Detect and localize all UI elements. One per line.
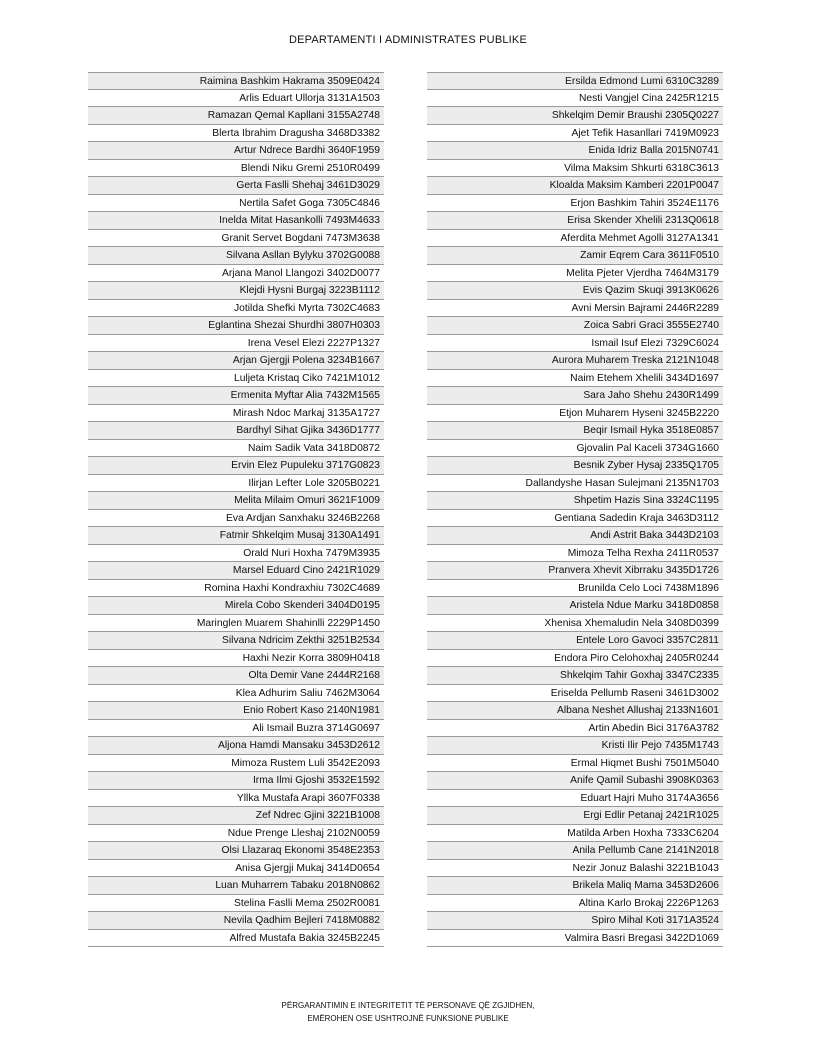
- list-item: Romina Haxhi Kondraxhiu 7302C4689: [88, 580, 384, 598]
- list-item: Aferdita Mehmet Agolli 3127A1341: [427, 230, 723, 248]
- list-item: Melita Milaim Omuri 3621F1009: [88, 492, 384, 510]
- list-item: Anisa Gjergji Mukaj 3414D0654: [88, 860, 384, 878]
- list-item: Brikela Maliq Mama 3453D2606: [427, 877, 723, 895]
- list-item: Aurora Muharem Treska 2121N1048: [427, 352, 723, 370]
- list-item: Arjana Manol Llangozi 3402D0077: [88, 265, 384, 283]
- list-item: Besnik Zyber Hysaj 2335Q1705: [427, 457, 723, 475]
- list-item: Ismail Isuf Elezi 7329C6024: [427, 335, 723, 353]
- list-item: Ndue Prenge Lleshaj 2102N0059: [88, 825, 384, 843]
- list-item: Ergi Edlir Petanaj 2421R1025: [427, 807, 723, 825]
- list-item: Stelina Faslli Mema 2502R0081: [88, 895, 384, 913]
- list-item: Eglantina Shezai Shurdhi 3807H0303: [88, 317, 384, 335]
- list-item: Zef Ndrec Gjini 3221B1008: [88, 807, 384, 825]
- list-item: Artin Abedin Bici 3176A3782: [427, 720, 723, 738]
- list-item: Olsi Llazaraq Ekonomi 3548E2353: [88, 842, 384, 860]
- list-item: Luljeta Kristaq Ciko 7421M1012: [88, 370, 384, 388]
- list-item: Haxhi Nezir Korra 3809H0418: [88, 650, 384, 668]
- list-item: Fatmir Shkelqim Musaj 3130A1491: [88, 527, 384, 545]
- list-item: Luan Muharrem Tabaku 2018N0862: [88, 877, 384, 895]
- page-title: DEPARTAMENTI I ADMINISTRATES PUBLIKE: [288, 34, 528, 46]
- list-item: Valmira Basri Bregasi 3422D1069: [427, 930, 723, 948]
- footer-line-1: PËRGARANTIMIN E INTEGRITETIT TË PERSONAVE QË ZGJIDHEN,: [281, 1001, 535, 1010]
- list-item: Ilirjan Lefter Lole 3205B0221: [88, 475, 384, 493]
- list-item: Klejdi Hysni Burgaj 3223B1112: [88, 282, 384, 300]
- list-item: Kloalda Maksim Kamberi 2201P0047: [427, 177, 723, 195]
- list-item: Artur Ndrece Bardhi 3640F1959: [88, 142, 384, 160]
- list-item: Shkelqim Demir Braushi 2305Q0227: [427, 107, 723, 125]
- list-item: Enio Robert Kaso 2140N1981: [88, 702, 384, 720]
- list-item: Dallandyshe Hasan Sulejmani 2135N1703: [427, 475, 723, 493]
- list-item: Marsel Eduard Cino 2421R1029: [88, 562, 384, 580]
- list-item: Erisa Skender Xhelili 2313Q0618: [427, 212, 723, 230]
- list-item: Eva Ardjan Sanxhaku 3246B2268: [88, 510, 384, 528]
- list-item: Nezir Jonuz Balashi 3221B1043: [427, 860, 723, 878]
- list-item: Enida Idriz Balla 2015N0741: [427, 142, 723, 160]
- list-item: Gjovalin Pal Kaceli 3734G1660: [427, 440, 723, 458]
- list-item: Naim Etehem Xhelili 3434D1697: [427, 370, 723, 388]
- list-item: Aljona Hamdi Mansaku 3453D2612: [88, 737, 384, 755]
- list-item: Ali Ismail Buzra 3714G0697: [88, 720, 384, 738]
- list-item: Arlis Eduart Ullorja 3131A1503: [88, 90, 384, 108]
- list-item: Irena Vesel Elezi 2227P1327: [88, 335, 384, 353]
- list-item: Eduart Hajri Muho 3174A3656: [427, 790, 723, 808]
- list-item: Bardhyl Sihat Gjika 3436D1777: [88, 422, 384, 440]
- footer-line-2: EMËROHEN OSE USHTROJNË FUNKSIONE PUBLIKE: [307, 1014, 509, 1023]
- list-item: Klea Adhurim Saliu 7462M3064: [88, 685, 384, 703]
- list-item: Silvana Ndricim Zekthi 3251B2534: [88, 632, 384, 650]
- list-item: Gentiana Sadedin Kraja 3463D3112: [427, 510, 723, 528]
- list-item: Eriselda Pellumb Raseni 3461D3002: [427, 685, 723, 703]
- list-item: Ajet Tefik Hasanllari 7419M0923: [427, 125, 723, 143]
- list-item: Spiro Mihal Koti 3171A3524: [427, 912, 723, 930]
- list-item: Zoica Sabri Graci 3555E2740: [427, 317, 723, 335]
- list-item: Aristela Ndue Marku 3418D0858: [427, 597, 723, 615]
- list-item: Inelda Mitat Hasankolli 7493M4633: [88, 212, 384, 230]
- list-item: Raimina Bashkim Hakrama 3509E0424: [88, 72, 384, 90]
- list-item: Naim Sadik Vata 3418D0872: [88, 440, 384, 458]
- list-item: Nertila Safet Goga 7305C4846: [88, 195, 384, 213]
- list-item: Zamir Eqrem Cara 3611F0510: [427, 247, 723, 265]
- list-item: Shkelqim Tahir Goxhaj 3347C2335: [427, 667, 723, 685]
- list-item: Ermal Hiqmet Bushi 7501M5040: [427, 755, 723, 773]
- list-item: Arjan Gjergji Polena 3234B1667: [88, 352, 384, 370]
- list-item: Orald Nuri Hoxha 7479M3935: [88, 545, 384, 563]
- list-item: Evis Qazim Skuqi 3913K0626: [427, 282, 723, 300]
- name-list-left: [88, 72, 384, 947]
- list-item: Blerta Ibrahim Dragusha 3468D3382: [88, 125, 384, 143]
- list-item: Ervin Elez Pupuleku 3717G0823: [88, 457, 384, 475]
- list-item: Ramazan Qemal Kapllani 3155A2748: [88, 107, 384, 125]
- list-item: Silvana Asllan Bylyku 3702G0088: [88, 247, 384, 265]
- list-item: Granit Servet Bogdani 7473M3638: [88, 230, 384, 248]
- list-item: Nevila Qadhim Bejleri 7418M0882: [88, 912, 384, 930]
- list-item: Yllka Mustafa Arapi 3607F0338: [88, 790, 384, 808]
- list-item: Brunilda Celo Loci 7438M1896: [427, 580, 723, 598]
- name-list-right: [427, 72, 723, 947]
- list-item: Nesti Vangjel Cina 2425R1215: [427, 90, 723, 108]
- list-item: Gerta Faslli Shehaj 3461D3029: [88, 177, 384, 195]
- list-item: Pranvera Xhevit Xibrraku 3435D1726: [427, 562, 723, 580]
- list-item: Anila Pellumb Cane 2141N2018: [427, 842, 723, 860]
- list-item: Blendi Niku Gremi 2510R0499: [88, 160, 384, 178]
- list-item: Vilma Maksim Shkurti 6318C3613: [427, 160, 723, 178]
- list-item: Anife Qamil Subashi 3908K0363: [427, 772, 723, 790]
- list-item: Irma Ilmi Gjoshi 3532E1592: [88, 772, 384, 790]
- list-item: Ersilda Edmond Lumi 6310C3289: [427, 72, 723, 90]
- list-item: Erjon Bashkim Tahiri 3524E1176: [427, 195, 723, 213]
- list-item: Mimoza Telha Rexha 2411R0537: [427, 545, 723, 563]
- list-item: Entele Loro Gavoci 3357C2811: [427, 632, 723, 650]
- page-footer: [0, 999, 816, 1025]
- list-item: Ermenita Myftar Alia 7432M1565: [88, 387, 384, 405]
- list-item: Beqir Ismail Hyka 3518E0857: [427, 422, 723, 440]
- list-item: Jotilda Shefki Myrta 7302C4683: [88, 300, 384, 318]
- list-item: Maringlen Muarem Shahinlli 2229P1450: [88, 615, 384, 633]
- list-item: Andi Astrit Baka 3443D2103: [427, 527, 723, 545]
- list-item: Endora Piro Celohoxhaj 2405R0244: [427, 650, 723, 668]
- list-item: Xhenisa Xhemaludin Nela 3408D0399: [427, 615, 723, 633]
- list-item: Avni Mersin Bajrami 2446R2289: [427, 300, 723, 318]
- list-item: Mirela Cobo Skenderi 3404D0195: [88, 597, 384, 615]
- list-item: Shpetim Hazis Sina 3324C1195: [427, 492, 723, 510]
- list-item: Mimoza Rustem Luli 3542E2093: [88, 755, 384, 773]
- list-item: Kristi Ilir Pejo 7435M1743: [427, 737, 723, 755]
- list-item: Albana Neshet Allushaj 2133N1601: [427, 702, 723, 720]
- list-item: Etjon Muharem Hyseni 3245B2220: [427, 405, 723, 423]
- list-item: Altina Karlo Brokaj 2226P1263: [427, 895, 723, 913]
- list-item: Olta Demir Vane 2444R2168: [88, 667, 384, 685]
- list-item: Mirash Ndoc Markaj 3135A1727: [88, 405, 384, 423]
- list-item: Melita Pjeter Vjerdha 7464M3179: [427, 265, 723, 283]
- list-item: Alfred Mustafa Bakia 3245B2245: [88, 930, 384, 948]
- list-item: Matilda Arben Hoxha 7333C6204: [427, 825, 723, 843]
- list-item: Sara Jaho Shehu 2430R1499: [427, 387, 723, 405]
